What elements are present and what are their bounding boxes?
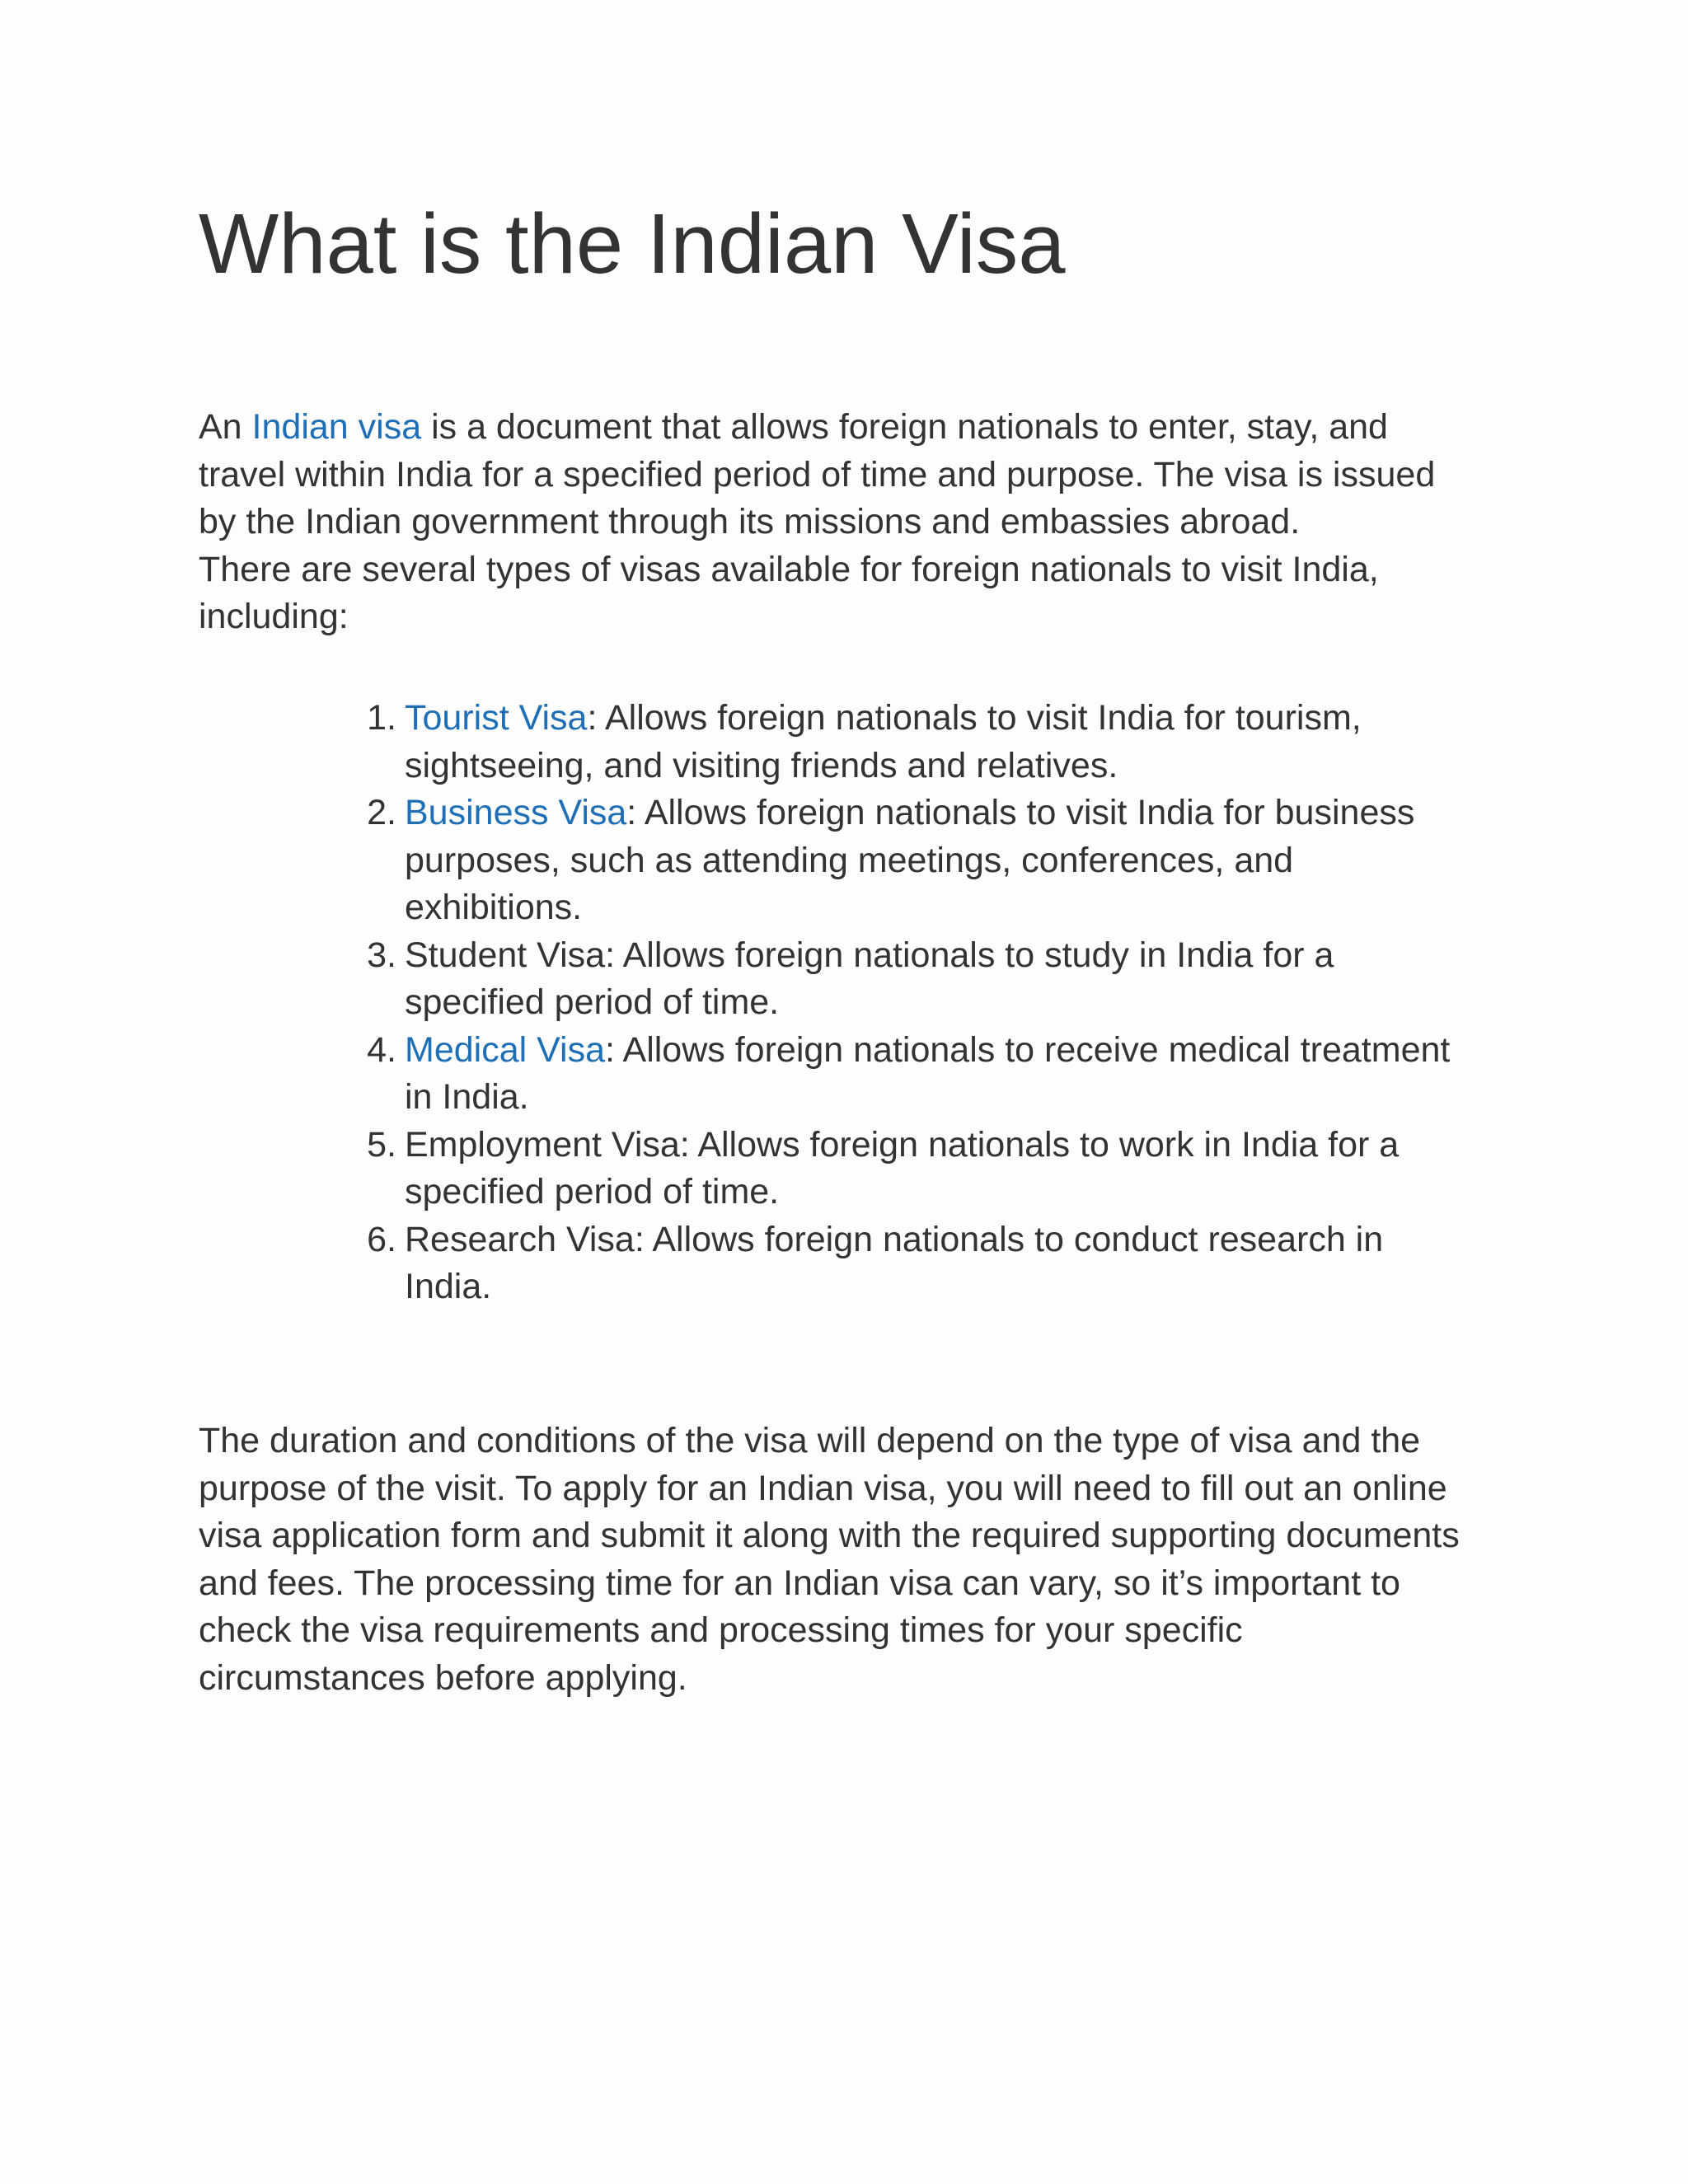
intro-line-1-rest: is a document that allows foreign nationals to enter, stay, and — [421, 407, 1388, 447]
business-visa-link[interactable]: Business Visa — [405, 793, 627, 832]
list-item-description: : Allows foreign nationals to visit India for tourism, — [587, 698, 1362, 738]
list-number: 6. — [367, 1219, 396, 1259]
list-item-line-1 — [405, 695, 1509, 743]
list-item-line-2: in India. — [405, 1077, 529, 1117]
closing-line-2: purpose of the visit. To apply for an Indian visa, you will need to fill out an online — [199, 1468, 1447, 1508]
list-number: 4. — [367, 1029, 396, 1070]
list-item-line-2: specified period of time. — [405, 982, 780, 1022]
closing-paragraph — [199, 1418, 1501, 1702]
intro-line-2: travel within India for a specified period of time and purpose. The visa is issued — [199, 454, 1436, 494]
closing-line-3: visa application form and submit it along with the required supporting documents — [199, 1516, 1460, 1555]
list-item-line-1 — [405, 1216, 1509, 1264]
indian-visa-link[interactable]: Indian visa — [251, 407, 422, 447]
list-item-line-2: India. — [405, 1267, 492, 1306]
list-item-description: : Allows foreign nationals to conduct research in — [634, 1219, 1384, 1259]
list-number: 5. — [367, 1124, 396, 1165]
list-item-description: : Allows foreign nationals to visit India for business — [626, 793, 1415, 832]
visa-types-list — [367, 695, 1509, 1311]
list-item-line-2: sightseeing, and visiting friends and relatives. — [405, 745, 1118, 785]
employment-visa-label: Employment Visa — [405, 1124, 680, 1165]
closing-line-4: and fees. The processing time for an Indian visa can vary, so it’s important to — [199, 1563, 1400, 1603]
list-number: 2. — [367, 793, 396, 832]
list-item — [367, 1122, 1509, 1216]
medical-visa-link[interactable]: Medical Visa — [405, 1029, 605, 1070]
intro-paragraph — [199, 404, 1501, 641]
list-item-line-1 — [405, 790, 1509, 837]
research-visa-label: Research Visa — [405, 1219, 635, 1259]
list-number: 1. — [367, 698, 396, 738]
list-item — [367, 1027, 1509, 1122]
page-title: What is the Indian Visa — [199, 196, 1066, 291]
intro-line-4: There are several types of visas available for foreign nationals to visit India, — [199, 549, 1379, 589]
list-item-line-1 — [405, 1122, 1509, 1169]
closing-line-5: check the visa requirements and processing times for your specific — [199, 1610, 1243, 1650]
list-item — [367, 790, 1509, 932]
list-item — [367, 695, 1509, 790]
intro-line-1 — [199, 404, 1501, 452]
list-item — [367, 1216, 1509, 1311]
closing-line-1: The duration and conditions of the visa will depend on the type of visa and the — [199, 1421, 1421, 1460]
list-item-line-2: purposes, such as attending meetings, conferences, and — [405, 840, 1294, 880]
student-visa-label: Student Visa — [405, 935, 606, 975]
list-item-line-1 — [405, 932, 1509, 980]
list-item-line-3: exhibitions. — [405, 888, 583, 927]
closing-line-6: circumstances before applying. — [199, 1657, 687, 1698]
list-item-description: : Allows foreign nationals to study in India for a — [605, 935, 1334, 975]
list-item — [367, 932, 1509, 1027]
list-item-line-2: specified period of time. — [405, 1172, 780, 1212]
list-item-description: : Allows foreign nationals to work in India for a — [679, 1124, 1400, 1165]
intro-line-5: including: — [199, 597, 349, 636]
list-item-description: : Allows foreign nationals to receive medical treatment — [605, 1029, 1451, 1070]
tourist-visa-link[interactable]: Tourist Visa — [405, 698, 588, 738]
list-number: 3. — [367, 935, 396, 975]
intro-prefix: An — [199, 407, 252, 447]
list-item-line-1 — [405, 1027, 1509, 1075]
intro-line-3: by the Indian government through its missions and embassies abroad. — [199, 502, 1301, 541]
